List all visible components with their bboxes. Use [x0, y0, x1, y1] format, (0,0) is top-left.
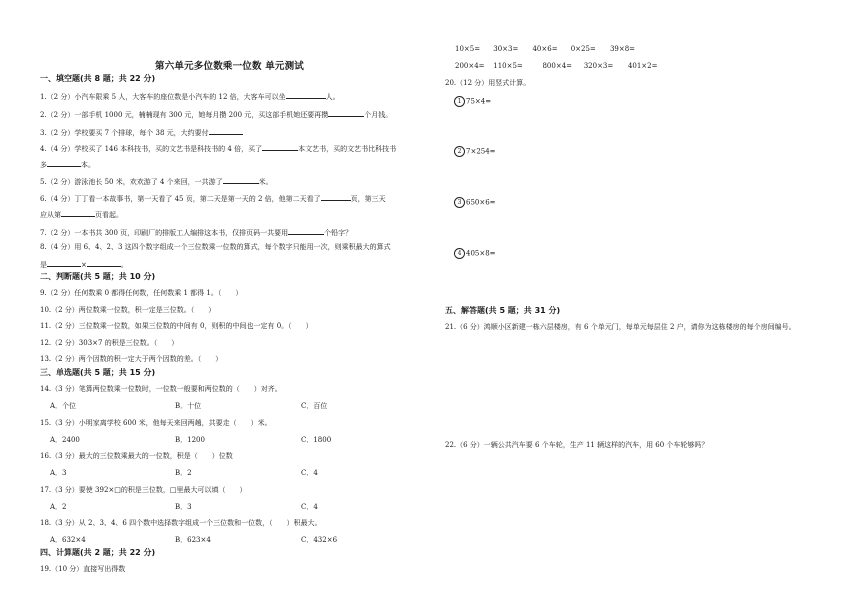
- page-title: 第六单元多位数乘一位数 单元测试: [155, 61, 305, 72]
- question-1-suffix: 人。: [325, 93, 340, 101]
- question-2-suffix: 个月钱。: [364, 111, 393, 119]
- circled-number: 2: [454, 146, 465, 157]
- question-4-text-3: 多: [40, 161, 47, 169]
- question-17: 17.（3 分）要使 392×□的积是三位数，□里最大可以填（ ）: [40, 486, 247, 494]
- question-8-times: ×: [81, 261, 87, 269]
- question-4-cont: [40, 158, 95, 170]
- answer-blank[interactable]: [286, 90, 326, 99]
- question-2: [40, 108, 392, 120]
- question-7: [40, 226, 352, 238]
- option-c[interactable]: C．百位: [301, 402, 328, 410]
- question-12: 12.（2 分）303×7 的积是三位数。（ ）: [40, 339, 179, 347]
- option-c[interactable]: C．432×6: [301, 536, 338, 544]
- question-20: 20.（12 分）用竖式计算。: [445, 79, 531, 87]
- answer-blank[interactable]: [223, 175, 259, 184]
- question-21: 21.（6 分）鸿顺小区新建一栋六层楼房，有 6 个单元门，每单元每层住 2 户，请你为这栋楼房的每个房间编号。: [445, 323, 796, 331]
- calc-item: 10×5=: [455, 45, 481, 53]
- question-2-text: 2.（2 分）一部手机 1000 元，楠楠现有 300 元，她每月攒 200 元，买这部手机她还要再攒: [40, 111, 329, 119]
- calc-item: 320×3=: [583, 62, 614, 70]
- question-5: [40, 175, 273, 187]
- calc-expression: 650×6=: [466, 198, 496, 207]
- calc-item: 39×8=: [609, 45, 636, 53]
- question-5-suffix: 米。: [258, 178, 273, 186]
- question-6-suffix: 页看起。: [95, 211, 123, 219]
- question-11: 11.（2 分）三位数乘一位数，如果三位数的中间有 0，则积的中间也一定有 0。（ ）: [40, 322, 313, 330]
- question-6-text-2: 页，第三天: [350, 195, 386, 203]
- question-8: [40, 242, 391, 252]
- question-14: 14.（3 分）笔算两位数乘一位数时，一位数一般要和两位数的（ ）对齐。: [40, 385, 282, 393]
- option-c[interactable]: C．4: [301, 469, 318, 477]
- option-c[interactable]: C．1800: [301, 436, 332, 444]
- answer-blank[interactable]: [47, 258, 81, 267]
- calc-item: 401×2=: [627, 62, 658, 70]
- section-judgment-heading: 二、判断题(共 5 题；共 10 分): [40, 272, 156, 281]
- vertical-calc-4: [454, 248, 496, 259]
- question-5-text: 5.（2 分）游泳池长 50 米，欢欢游了 4 个来回，一共游了: [40, 178, 223, 186]
- mental-calc-row-2: [455, 61, 668, 71]
- option-a[interactable]: A．个位: [50, 402, 77, 410]
- answer-blank[interactable]: [328, 108, 364, 117]
- calc-expression: 7×254=: [466, 147, 496, 156]
- question-6-text: 6.（4 分）丁丁看一本故事书，第一天看了 45 页，第二天是第一天的 2 倍，他第二天看了: [40, 195, 321, 203]
- question-7-suffix: 个铅字？: [324, 229, 353, 237]
- option-b[interactable]: B．623×4: [175, 536, 211, 544]
- option-c[interactable]: C．4: [301, 503, 318, 511]
- circled-number: 1: [454, 96, 465, 107]
- answer-blank[interactable]: [321, 192, 351, 201]
- question-4-suffix: 本。: [81, 161, 95, 169]
- mental-calc-row-1: [455, 44, 650, 54]
- question-8-cont: [40, 258, 128, 270]
- question-10: 10.（2 分）两位数乘一位数，积一定是三位数。（ ）: [40, 306, 216, 314]
- option-b[interactable]: B．2: [175, 469, 192, 477]
- option-a[interactable]: A．2400: [50, 436, 80, 444]
- calc-item: 30×3=: [493, 45, 519, 53]
- question-4-text-2: 本文艺书，买的文艺书比科技书: [298, 145, 397, 153]
- question-13: 13.（2 分）两个因数的积一定大于两个因数的差。（ ）: [40, 355, 223, 363]
- calc-item: 0×25=: [570, 45, 596, 53]
- question-8-text: 8.（4 分）用 6、4、2、3 这四个数字组成一个三位数乘一位数的算式，每个数字只能用一次，则乘积最大的算式: [40, 243, 391, 251]
- section-solve-heading: 五、解答题(共 5 题；共 31 分): [445, 306, 561, 315]
- question-6-cont: [40, 208, 123, 220]
- question-3-text: 3.（2 分）学校要买 7 个排球，每个 38 元，大约要付: [40, 129, 209, 137]
- question-8-text-2: 是: [40, 261, 47, 269]
- option-a[interactable]: A．632×4: [50, 536, 86, 544]
- answer-blank[interactable]: [87, 258, 121, 267]
- question-19: 19.（10 分）直接写出得数: [40, 565, 126, 573]
- calc-item: 40×6=: [532, 45, 558, 53]
- option-a[interactable]: A．3: [50, 469, 67, 477]
- question-15: 15.（3 分）小明家离学校 600 米，他每天来回两趟，共要走（ ）米。: [40, 419, 272, 427]
- question-16: 16.（3 分）最大的三位数乘最大的一位数，积是（ ）位数: [40, 452, 233, 460]
- answer-blank[interactable]: [262, 142, 298, 151]
- question-9: 9.（2 分）任何数乘 0 都得任何数，任何数乘 1 都得 1。（ ）: [40, 289, 243, 297]
- circled-number: 3: [454, 197, 465, 208]
- question-1-text: 1.（2 分）小汽车限乘 5 人，大客车的座位数是小汽车的 12 倍，大客车可以坐: [40, 93, 286, 101]
- answer-blank[interactable]: [288, 226, 324, 235]
- answer-blank[interactable]: [209, 126, 243, 135]
- option-b[interactable]: B．3: [175, 503, 192, 511]
- question-3: [40, 126, 243, 138]
- calc-expression: 405×8=: [466, 249, 496, 258]
- question-18: 18.（3 分）从 2、3、4、6 四个数中选择数字组成一个三位数和一位数，（ ）积最大。: [40, 519, 322, 527]
- question-1: [40, 90, 340, 102]
- section-choice-heading: 三、单选题(共 5 题；共 15 分): [40, 368, 156, 377]
- question-6-text-3: 应从第: [40, 211, 61, 219]
- circled-number: 4: [454, 248, 465, 259]
- question-7-text: 7.（2 分）一本书共 300 页，印刷厂的排版工人编排这本书，仅排页码一共要用: [40, 229, 289, 237]
- calc-item: 800×4=: [542, 62, 573, 70]
- answer-blank[interactable]: [47, 158, 81, 167]
- option-b[interactable]: B．十位: [175, 402, 202, 410]
- answer-blank[interactable]: [61, 208, 95, 217]
- section-calc-heading: 四、计算题(共 2 题；共 22 分): [40, 548, 156, 557]
- calc-item: 200×4=: [455, 62, 485, 70]
- section-fill-in-heading: 一、填空题(共 8 题；共 22 分): [40, 74, 156, 83]
- calc-expression: 75×4=: [466, 97, 492, 106]
- option-a[interactable]: A．2: [50, 503, 67, 511]
- question-8-suffix: 。: [120, 261, 128, 269]
- option-b[interactable]: B．1200: [175, 436, 205, 444]
- calc-item: 110×5=: [493, 62, 523, 70]
- question-6: [40, 192, 386, 204]
- question-22: 22.（6 分）一辆公共汽车要 6 个车轮，生产 11 辆这样的汽车，用 60 个车轮够吗？: [445, 441, 709, 449]
- question-4-text: 4.（4 分）学校买了 146 本科技书，买的文艺书是科技书的 4 倍，买了: [40, 145, 263, 153]
- vertical-calc-2: [454, 146, 496, 157]
- vertical-calc-3: [454, 197, 496, 208]
- vertical-calc-1: [454, 96, 491, 107]
- question-4: [40, 142, 396, 154]
